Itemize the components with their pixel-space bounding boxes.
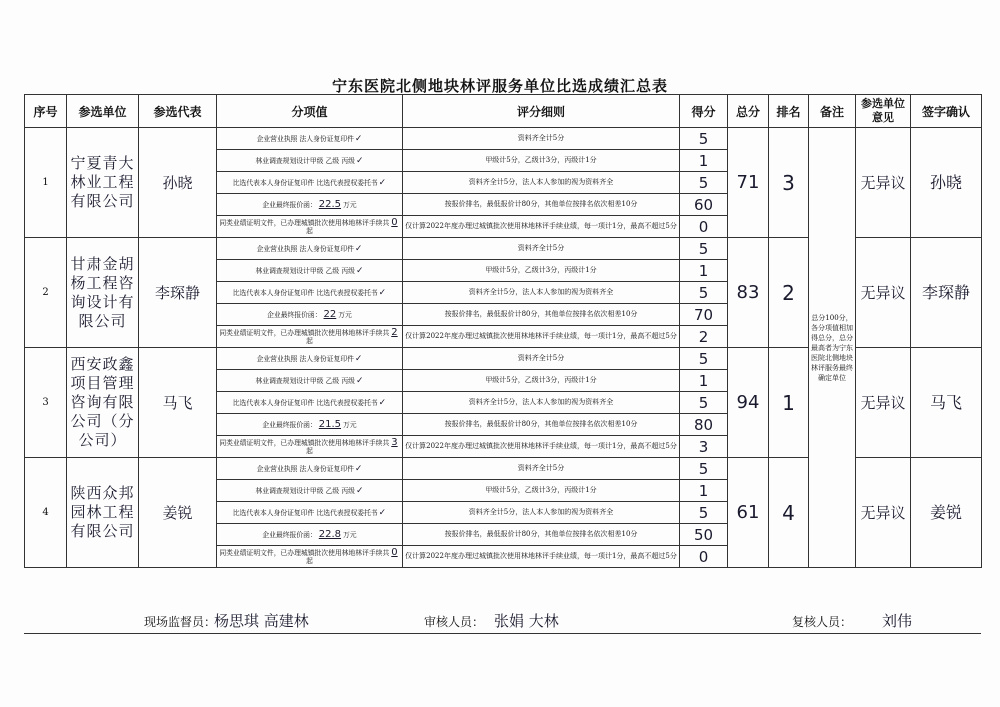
price-unit: 万元 [338, 310, 352, 319]
score-cell: 1 [680, 370, 728, 392]
supervisor-label: 现场监督员： [144, 615, 217, 629]
price-label: 企业最终报价函： [262, 420, 317, 429]
rule-cell: 仅计算2022年度办理过城镇批次使用林地林评手续业绩，每一项计1分，最高不超过5分 [403, 436, 680, 458]
score-cell: 0 [680, 546, 728, 568]
rule-cell: 按报价排名，最低报价计80分，其他单位按排名依次相差10分 [403, 524, 680, 546]
header-rank: 排名 [769, 95, 809, 128]
checkmark-icon: ✓ [355, 265, 364, 276]
row-unit: 西安政鑫项目管理咨询有限公司（分公司） [67, 348, 139, 458]
row-signature: 李琛静 [911, 238, 982, 348]
item-cell [217, 282, 403, 304]
record-unit: 起 [306, 556, 313, 565]
item-cell [217, 348, 403, 370]
header-rule: 评分细则 [403, 95, 680, 128]
price-value: 22.5 [318, 198, 342, 210]
row-total: 83 [728, 238, 769, 348]
rule-cell: 资料齐全计5分 [403, 458, 680, 480]
rule-cell: 资料齐全计5分 [403, 238, 680, 260]
rule-cell: 甲级计5分，乙级计3分，丙级计1分 [403, 150, 680, 172]
item-label: 林业调查规划设计甲级 乙级 丙级 [255, 376, 355, 385]
record-count: 0 [391, 546, 398, 558]
rule-cell: 按报价排名，最低报价计80分，其他单位按排名依次相差10分 [403, 304, 680, 326]
item-cell [217, 238, 403, 260]
table-row [25, 128, 982, 150]
rule-cell: 仅计算2022年度办理过城镇批次使用林地林评手续业绩，每一项计1分，最高不超过5分 [403, 326, 680, 348]
row-unit: 陕西众邦园林工程有限公司 [67, 458, 139, 568]
item-cell [217, 458, 403, 480]
header-unit: 参选单位 [67, 95, 139, 128]
row-rep: 李琛静 [139, 238, 217, 348]
record-label: 同类业绩证明文件，已办理城镇批次使用林地林评手续共 [219, 328, 390, 337]
checkmark-icon: ✓ [355, 485, 364, 496]
header-sign: 签字确认 [911, 95, 982, 128]
checkmark-icon: ✓ [355, 375, 364, 386]
signature-footer [24, 607, 981, 634]
remark-note: 总分100分，各分项值相加得总分，总分最高者为宁东医院北侧地块林评服务最终确定单位 [809, 128, 856, 568]
score-cell: 1 [680, 150, 728, 172]
row-seq: 4 [25, 458, 67, 568]
score-cell: 5 [680, 458, 728, 480]
score-cell: 5 [680, 282, 728, 304]
rule-cell: 资料齐全计5分，法人本人参加的视为资料齐全 [403, 392, 680, 414]
row-rep: 马飞 [139, 348, 217, 458]
record-label: 同类业绩证明文件，已办理城镇批次使用林地林评手续共 [219, 548, 390, 557]
row-total: 71 [728, 128, 769, 238]
row-rank: 2 [769, 238, 809, 348]
score-cell: 50 [680, 524, 728, 546]
header-opinion: 参选单位意见 [856, 95, 911, 128]
item-cell [217, 326, 403, 348]
score-cell: 1 [680, 480, 728, 502]
rule-cell: 资料齐全计5分 [403, 348, 680, 370]
price-label: 企业最终报价函： [262, 530, 317, 539]
row-signature: 孙晓 [911, 128, 982, 238]
rule-cell: 资料齐全计5分，法人本人参加的视为资料齐全 [403, 502, 680, 524]
checkmark-icon: ✓ [354, 133, 363, 144]
item-label: 林业调查规划设计甲级 乙级 丙级 [255, 486, 355, 495]
score-cell: 5 [680, 128, 728, 150]
row-rank: 4 [769, 458, 809, 568]
item-label: 比选代表本人身份证复印件 比选代表授权委托书 [232, 508, 378, 517]
item-cell [217, 172, 403, 194]
item-cell [217, 392, 403, 414]
row-seq: 1 [25, 128, 67, 238]
rule-cell: 甲级计5分，乙级计3分，丙级计1分 [403, 260, 680, 282]
score-cell: 5 [680, 502, 728, 524]
checkmark-icon: ✓ [354, 353, 363, 364]
header-item: 分项值 [217, 95, 403, 128]
score-cell: 5 [680, 238, 728, 260]
checker-label: 复核人员： [792, 615, 853, 629]
price-label: 企业最终报价函： [262, 200, 317, 209]
row-opinion: 无异议 [856, 238, 911, 348]
item-label: 比选代表本人身份证复印件 比选代表授权委托书 [232, 398, 378, 407]
record-count: 3 [391, 436, 398, 448]
price-unit: 万元 [343, 200, 357, 209]
checkmark-icon: ✓ [378, 177, 387, 188]
price-value: 22.8 [318, 528, 342, 540]
header-seq: 序号 [25, 95, 67, 128]
price-unit: 万元 [343, 420, 357, 429]
checkmark-icon: ✓ [378, 507, 387, 518]
price-value: 22 [323, 308, 337, 320]
row-rep: 孙晓 [139, 128, 217, 238]
item-cell [217, 304, 403, 326]
checkmark-icon: ✓ [355, 155, 364, 166]
checkmark-icon: ✓ [354, 463, 363, 474]
item-cell [217, 194, 403, 216]
item-cell [217, 216, 403, 238]
score-cell: 3 [680, 436, 728, 458]
item-label: 企业营业执照 法人身份证复印件 [256, 464, 354, 473]
record-unit: 起 [306, 446, 313, 455]
item-cell [217, 370, 403, 392]
score-cell: 1 [680, 260, 728, 282]
item-cell [217, 260, 403, 282]
item-cell [217, 502, 403, 524]
price-label: 企业最终报价函： [267, 310, 322, 319]
record-count: 2 [391, 326, 398, 338]
row-total: 61 [728, 458, 769, 568]
checkmark-icon: ✓ [354, 243, 363, 254]
header-score: 得分 [680, 95, 728, 128]
score-cell: 5 [680, 172, 728, 194]
item-cell [217, 150, 403, 172]
row-unit: 甘肃金胡杨工程咨询设计有限公司 [67, 238, 139, 348]
score-cell: 0 [680, 216, 728, 238]
row-opinion: 无异议 [856, 348, 911, 458]
table-body [25, 128, 982, 568]
score-cell: 5 [680, 348, 728, 370]
rule-cell: 资料齐全计5分，法人本人参加的视为资料齐全 [403, 282, 680, 304]
record-label: 同类业绩证明文件，已办理城镇批次使用林地林评手续共 [219, 218, 390, 227]
price-unit: 万元 [343, 530, 357, 539]
rule-cell: 甲级计5分，乙级计3分，丙级计1分 [403, 480, 680, 502]
item-cell [217, 524, 403, 546]
item-cell [217, 128, 403, 150]
page-title: 宁东医院北侧地块林评服务单位比选成绩汇总表 [331, 77, 668, 95]
item-cell [217, 546, 403, 568]
row-unit: 宁夏青大林业工程有限公司 [67, 128, 139, 238]
item-label: 林业调查规划设计甲级 乙级 丙级 [255, 266, 355, 275]
checkmark-icon: ✓ [378, 287, 387, 298]
item-cell [217, 436, 403, 458]
row-rank: 3 [769, 128, 809, 238]
item-label: 比选代表本人身份证复印件 比选代表授权委托书 [232, 288, 378, 297]
rule-cell: 仅计算2022年度办理过城镇批次使用林地林评手续业绩，每一项计1分，最高不超过5分 [403, 546, 680, 568]
row-signature: 马飞 [911, 348, 982, 458]
rule-cell: 甲级计5分，乙级计3分，丙级计1分 [403, 370, 680, 392]
reviewer-signature: 张娟 大林 [494, 612, 559, 630]
item-label: 林业调查规划设计甲级 乙级 丙级 [255, 156, 355, 165]
record-unit: 起 [306, 226, 313, 235]
score-cell: 80 [680, 414, 728, 436]
score-table [24, 94, 982, 568]
record-count: 0 [391, 216, 398, 228]
header-row [25, 95, 982, 128]
record-unit: 起 [306, 336, 313, 345]
record-label: 同类业绩证明文件，已办理城镇批次使用林地林评手续共 [219, 438, 390, 447]
header-note: 备注 [809, 95, 856, 128]
rule-cell: 按报价排名，最低报价计80分，其他单位按排名依次相差10分 [403, 414, 680, 436]
rule-cell: 资料齐全计5分，法人本人参加的视为资料齐全 [403, 172, 680, 194]
item-cell [217, 414, 403, 436]
item-cell [217, 480, 403, 502]
item-label: 企业营业执照 法人身份证复印件 [256, 134, 354, 143]
item-label: 比选代表本人身份证复印件 比选代表授权委托书 [232, 178, 378, 187]
rule-cell: 按报价排名，最低报价计80分，其他单位按排名依次相差10分 [403, 194, 680, 216]
score-cell: 70 [680, 304, 728, 326]
row-seq: 3 [25, 348, 67, 458]
row-opinion: 无异议 [856, 128, 911, 238]
rule-cell: 仅计算2022年度办理过城镇批次使用林地林评手续业绩，每一项计1分，最高不超过5分 [403, 216, 680, 238]
row-opinion: 无异议 [856, 458, 911, 568]
row-rep: 姜锐 [139, 458, 217, 568]
row-total: 94 [728, 348, 769, 458]
score-cell: 5 [680, 392, 728, 414]
supervisor-signature: 杨思琪 高建林 [214, 612, 309, 630]
row-seq: 2 [25, 238, 67, 348]
rule-cell: 资料齐全计5分 [403, 128, 680, 150]
score-cell: 2 [680, 326, 728, 348]
checkmark-icon: ✓ [378, 397, 387, 408]
price-value: 21.5 [318, 418, 342, 430]
header-rep: 参选代表 [139, 95, 217, 128]
header-total: 总分 [728, 95, 769, 128]
row-signature: 姜锐 [911, 458, 982, 568]
item-label: 企业营业执照 法人身份证复印件 [256, 354, 354, 363]
item-label: 企业营业执照 法人身份证复印件 [256, 244, 354, 253]
score-cell: 60 [680, 194, 728, 216]
reviewer-label: 审核人员： [424, 615, 485, 629]
row-rank: 1 [769, 348, 809, 458]
checker-signature: 刘伟 [882, 612, 913, 630]
